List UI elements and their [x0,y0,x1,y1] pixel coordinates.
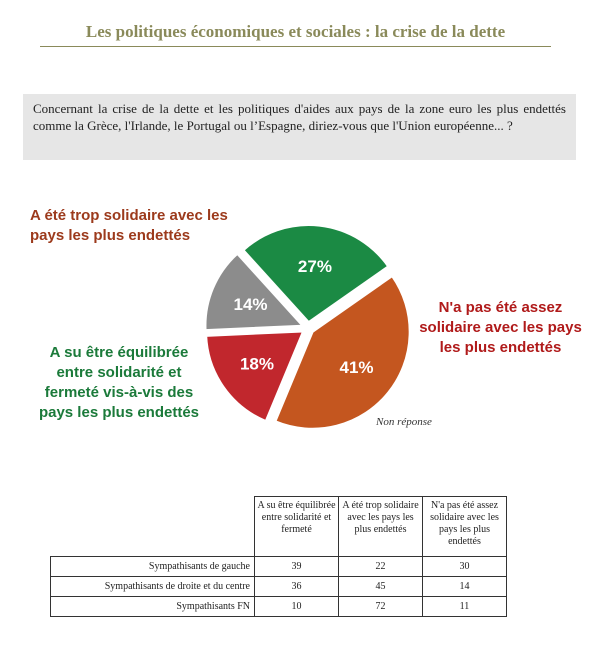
pie-value-trop: 41% [339,358,374,378]
table-cell: 10 [255,597,339,617]
table-cell: 11 [423,597,507,617]
table-cell: 36 [255,577,339,597]
table-corner [51,497,255,557]
breakdown-table [50,496,507,617]
table-row [51,557,507,577]
pie-value-pas: 18% [239,354,275,374]
table-row [51,577,507,597]
slice-label-pas: N'a pas été assez solidaire avec les pays les plus endettés [419,299,582,356]
table-header-trop: A été trop solidaire avec les pays les plus endettés [339,497,423,557]
row-label: Sympathisants de droite et du centre [51,577,255,597]
pie-value-equ: 27% [297,257,332,277]
table-cell: 30 [423,557,507,577]
pie-value-nr: 14% [233,295,268,315]
slice-label-trop: A été trop solidaire avec les pays les plus endettés [30,207,228,244]
question-box: Concernant la crise de la dette et les politiques d'aides aux pays de la zone euro les plus endettés comme la Grèce, l'Irlande, le Portugal ou l’Espagne, diriez-vous que l'Union européenne... ? [23,94,576,160]
table-cell: 45 [339,577,423,597]
page-title: Les politiques économiques et sociales : la crise de la dette [85,22,506,41]
table-header-pas: N'a pas été assez solidaire avec les pays les plus endettés [423,497,507,557]
table-cell: 14 [423,577,507,597]
table-header-equ: A su être équilibrée entre solidarité et fermeté [255,497,339,557]
table-cell: 72 [339,597,423,617]
table-cell: 39 [255,557,339,577]
row-label: Sympathisants FN [51,597,255,617]
row-label: Sympathisants de gauche [51,557,255,577]
table-cell: 22 [339,557,423,577]
table-header-row [51,497,507,557]
slice-label-nr: Non réponse [376,416,432,428]
slice-label-equ: A su être équilibrée entre solidarité et fermeté vis-à-vis des pays les plus endettés [38,344,200,421]
table-row [51,597,507,617]
